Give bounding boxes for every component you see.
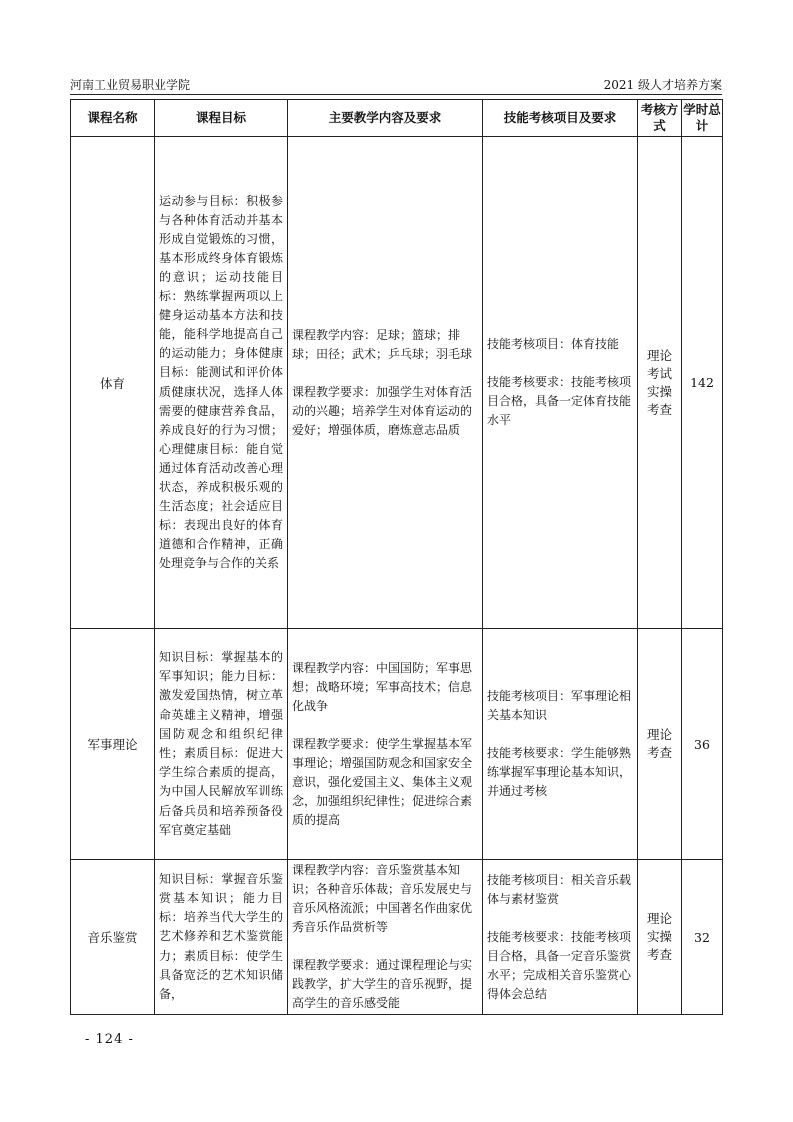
- school-name: 河南工业贸易职业学院: [70, 78, 191, 92]
- course-name: 音乐鉴赏: [71, 860, 155, 1015]
- skill-assessment: [483, 137, 638, 629]
- column-header-assessment: 考核方式: [638, 100, 682, 137]
- skill-assessment: [483, 860, 638, 1015]
- assessment-method: 理论考查: [638, 629, 682, 860]
- column-header-hours: 学时总计: [682, 100, 723, 137]
- content-paragraph: 课程教学内容：音乐鉴赏基本知识；各种音乐体裁；音乐发展史与音乐风格流派；中国著名作曲家优秀音乐作品赏析等: [292, 863, 473, 934]
- course-name: 军事理论: [71, 629, 155, 860]
- document-title: 2021 级人才培养方案: [603, 78, 722, 92]
- table-row: [71, 860, 723, 1015]
- skill-requirement-paragraph: 技能考核要求：学生能够熟练掌握军事理论基本知识，并通过考核: [487, 746, 632, 798]
- header-divider: [70, 94, 722, 95]
- total-hours: 32: [682, 860, 723, 1015]
- content-paragraph: 课程教学内容：中国国防；军事思想；战略环境；军事高技术；信息化战争: [292, 660, 473, 713]
- course-goal: 运动参与目标：积极参与各种体育活动并基本形成自觉锻炼的习惯，基本形成终身体育锻炼的意识；运动技能目标：熟练掌握两项以上健身运动基本方法和技能，能科学地提高自己的运动能力；身体健康目标：能测试和评价体质健康状况，选择人体需要的健康营养食品，养成良好的行为习惯；心理健康目标：能自觉通过体育活动改善心理状态，养成积极乐观的生活态度；社会适应目标：表现出良好的体育道德和合作精神，正确处理竞争与合作的关系: [155, 137, 288, 629]
- teaching-content: [288, 137, 483, 629]
- skill-requirement-paragraph: 技能考核要求：技能考核项目合格，具备一定体育技能水平: [487, 375, 632, 427]
- total-hours: 36: [682, 629, 723, 860]
- skill-item-paragraph: 技能考核项目：体育技能: [487, 337, 620, 351]
- content-paragraph: 课程教学内容：足球；篮球；排球；田径；武术；乒乓球；羽毛球: [292, 327, 473, 361]
- requirement-paragraph: 课程教学要求：使学生掌握基本军事理论；增强国防观念和国家安全意识，强化爱国主义、集体主义观念，加强组织纪律性；促进综合素质的提高: [292, 736, 473, 827]
- assessment-method: 理论考试实操考查: [638, 137, 682, 629]
- course-goal: 知识目标：掌握音乐鉴赏基本知识；能力目标：培养当代大学生的艺术修养和艺术鉴赏能力；素质目标：使学生具备宽泛的艺术知识储备，: [155, 860, 288, 1015]
- table-row: [71, 629, 723, 860]
- column-header-course-name: 课程名称: [71, 100, 155, 137]
- total-hours: 142: [682, 137, 723, 629]
- assessment-method: 理论实操考查: [638, 860, 682, 1015]
- course-name: 体育: [71, 137, 155, 629]
- table-row: [71, 137, 723, 629]
- requirement-paragraph: 课程教学要求：通过课程理论与实践教学，扩大学生的音乐视野，提高学生的音乐感受能: [292, 958, 473, 1010]
- teaching-content: [288, 860, 483, 1015]
- teaching-content: [288, 629, 483, 860]
- course-table: [70, 99, 723, 1015]
- column-header-content: 主要教学内容及要求: [288, 100, 483, 137]
- skill-item-paragraph: 技能考核项目：相关音乐载体与素材鉴赏: [487, 872, 632, 906]
- column-header-skill: 技能考核项目及要求: [483, 100, 638, 137]
- skill-item-paragraph: 技能考核项目：军事理论相关基本知识: [487, 689, 632, 722]
- requirement-paragraph: 课程教学要求：加强学生对体育活动的兴趣；培养学生对体育运动的爱好；增强体质，磨炼意志品质: [292, 384, 473, 437]
- skill-assessment: [483, 629, 638, 860]
- skill-requirement-paragraph: 技能考核要求：技能考核项目合格，具备一定音乐鉴赏水平；完成相关音乐鉴赏心得体会总结: [487, 929, 632, 1001]
- course-goal: 知识目标：掌握基本的军事知识；能力目标：激发爱国热情，树立革命英雄主义精神，增强国防观念和组织纪律性；素质目标：促进大学生综合素质的提高，为中国人民解放军训练后备兵员和培养预备役军官奠定基础: [155, 629, 288, 860]
- column-header-course-goal: 课程目标: [155, 100, 288, 137]
- table-header-row: [71, 100, 723, 137]
- page-number: - 124 -: [85, 1032, 134, 1047]
